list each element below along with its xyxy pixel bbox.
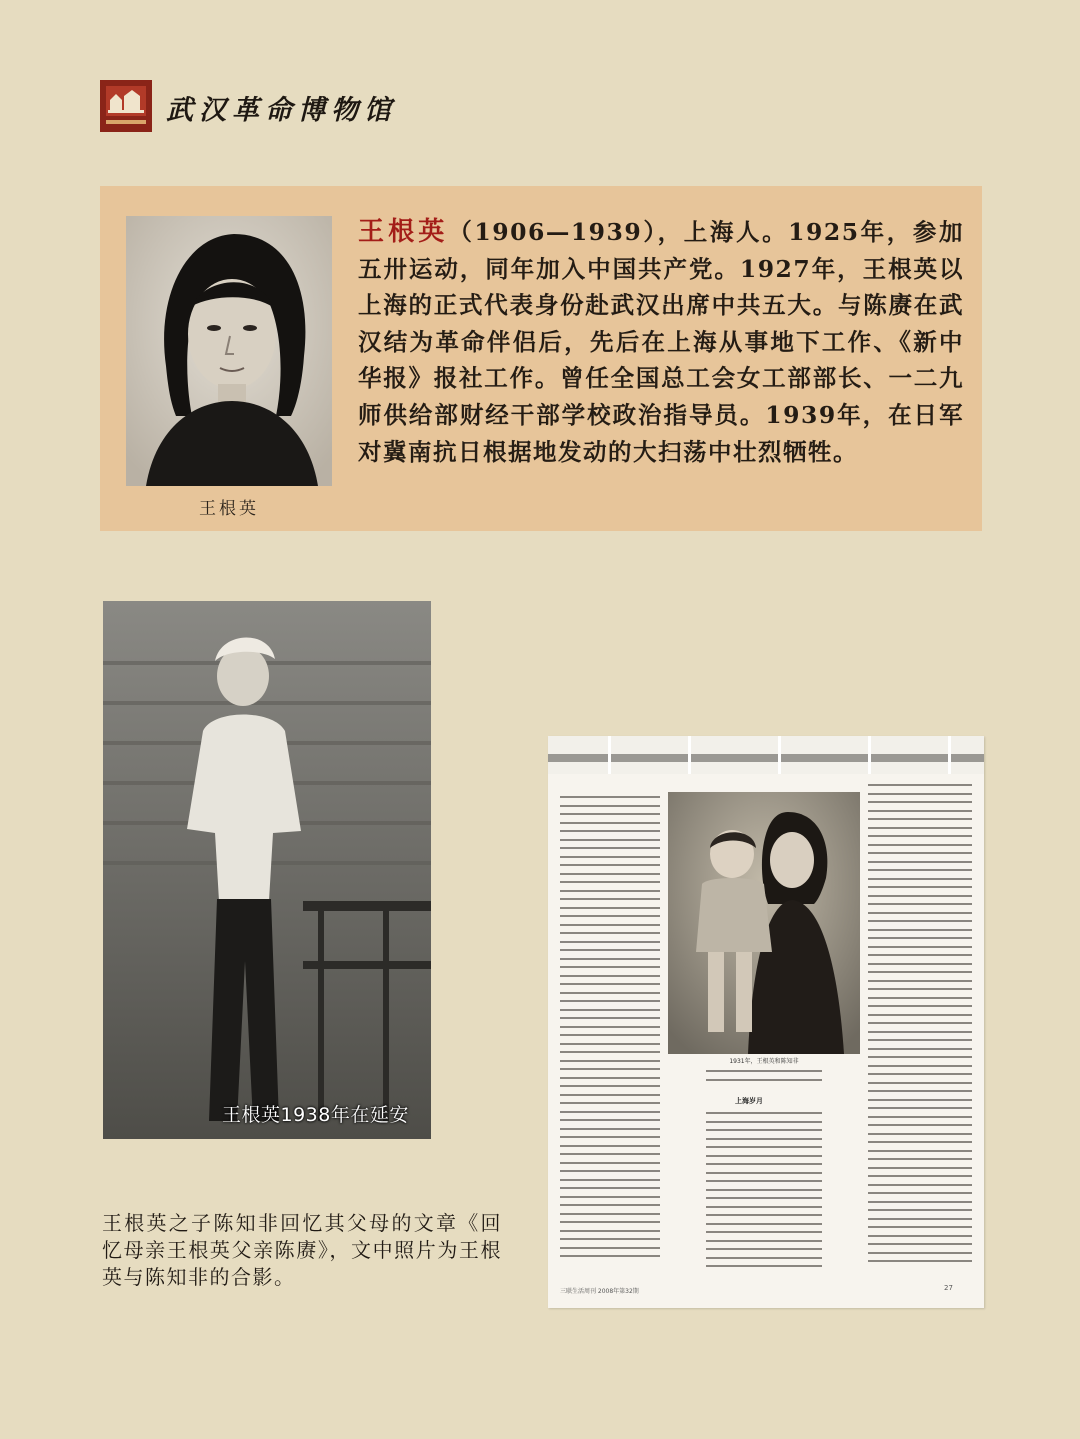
magazine-text-column-3 [868,784,972,1269]
magazine-header-band [548,736,984,774]
magazine-text-column-2 [706,1070,822,1087]
biography-body: （1906—1939），上海人。1925年，参加五卅运动，同年加入中国共产党。1927年，王根英以上海的正式代表身份赴武汉出席中共五大。与陈赓在武汉结为革命伴侣后，先后在上海从事地下工作、《新中华报》报社工作。曾任全国总工会女工部部长、一二九师供给部财经干部学校政治指导员。1939年，在日军对冀南抗日根据地发动的大扫荡中壮烈牺牲。 [358,218,964,466]
yanan-photo [103,601,431,1139]
portrait-photo [126,216,332,486]
museum-name: 武汉革命博物馆 [166,95,397,126]
museum-logo [100,80,152,132]
magazine-subhead: 上海岁月 [735,1097,763,1105]
magazine-footer: 三联生活周刊 2008年第32期 [560,1288,639,1295]
magazine-photo [668,792,860,1054]
portrait-caption: 王根英 [199,499,259,519]
yanan-photo-caption: 王根英1938年在延安 [222,1104,409,1126]
magazine-text-column-2b [706,1112,822,1274]
article-caption: 王根英之子陈知非回忆其父母的文章《回忆母亲王根英父亲陈赓》，文中照片为王根英与陈知非的合影。 [102,1211,502,1289]
magazine-photo-caption: 1931年，王根英和陈知非 [729,1058,799,1065]
museum-gate-logo-icon [100,80,152,132]
magazine-page-number: 27 [944,1284,953,1292]
person-name: 王根英 [358,217,449,247]
magazine-text-column-1 [560,796,660,1264]
biography-text [358,214,964,470]
